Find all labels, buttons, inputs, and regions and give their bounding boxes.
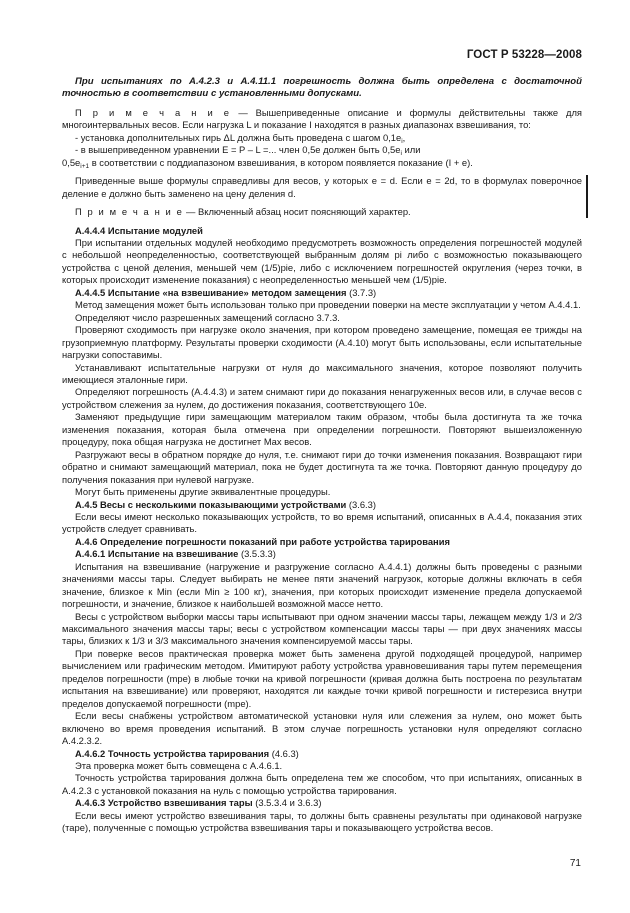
paragraph: Метод замещения может быть использован только при проведении поверки на месте эксплуатации у четом А.4.4.1. (75, 299, 581, 311)
intro-paragraph: При испытаниях по А.4.2.3 и А.4.11.1 погрешность должна быть определена с достаточной точностью в соответствии с установленными допусками. (62, 76, 582, 100)
note-1-item-3 (62, 157, 582, 169)
paragraph: Разгружают весы в обратном порядке до нуля, т.е. снимают гири до точки изменения показания. Возвращают гири обратно и снимают замещающий материал, пока не будет достигнута та же точка. Повторяют данную процедуру до получения показания при нулевой нагрузке. (62, 448, 582, 485)
section-title-a445 (62, 287, 582, 299)
subscript: i (400, 150, 402, 158)
paragraph: Если весы имеют несколько показывающих устройств, то во время испытаний, описанных в А.4.4, показания этих устройств следует сравнивать. (62, 510, 582, 535)
paragraph: Устанавливают испытательные нагрузки от нуля до максимального значения, которое позволяют получить имеющиеся эталонные гири. (62, 361, 582, 385)
paragraph: Если весы имеют устройство взвешивания тары, то должны быть сравнены результаты при одинаковой нагрузке (таре), полученные с помощью устройства взвешивания тары и показывающего устройства весов. (62, 809, 582, 834)
note-2 (62, 206, 582, 218)
section-ref: (4.6.3) (269, 747, 299, 759)
note-item-text: 0,5e (62, 156, 81, 168)
paragraph: Определяют число разрешенных замещений согласно 3.7.3. (75, 311, 340, 323)
paragraph: При поверке весов практическая проверка может быть заменена другой подходящей процедурой, например вычислением или графическим методом. Имитируют работу устройства уравновешивания тары путем перемещения пределов погрешности (mpe) в любые точки на кривой погрешности (кривая должна быть построена по результатам испытания на взвешивание) или проверяют, находятся ли каждые точки кривой погрешности и гистерезиса внутри пределов допускаемой погрешности (mpe). (62, 647, 582, 709)
section-title-a45 (62, 499, 582, 511)
paragraph: Точность устройства тарирования должна быть определена тем же способом, что при испытаниях, описанных в А.4.2.3 с установкой показания на нуль с помощью устройства тарирования. (62, 772, 582, 796)
page-header: ГОСТ Р 53228—2008 (466, 49, 582, 61)
paragraph: Эта проверка может быть совмещена с А.4.6.1. (75, 760, 283, 772)
section-title-a461 (62, 548, 582, 560)
note-item-text: - в вышеприведенном уравнении E = P – L =... член 0,5e должен быть 0,5e (75, 144, 401, 156)
section-title-a444: А.4.4.4 Испытание модулей (75, 224, 203, 236)
revision-bar (586, 175, 588, 218)
paragraph: Если весы снабжены устройством автоматической установки нуля или слежения за нулем, оно может быть включено во время проведения испытаний. В этом случае погрешность установки нуля определяют согласно А.4.2.3.2. (62, 710, 582, 747)
page-body (62, 76, 582, 835)
note-1-item-1 (62, 132, 582, 144)
note-item-text: - установка дополнительных гирь ΔL должна быть проведена с шагом 0,1e (75, 131, 402, 143)
section-title-text: А.4.6.3 Устройство взвешивания тары (75, 797, 253, 809)
section-ref: (3.7.3) (346, 286, 377, 298)
note-1-item-2 (62, 144, 582, 156)
subscript: i+1 (80, 162, 90, 170)
note-item-text: , (402, 131, 406, 143)
section-title-text: А.4.5 Весы с несколькими показывающими устройствами (75, 498, 347, 510)
paragraph: Весы с устройством выборки массы тары испытывают при одном значении массы тары, лежащем между 1/3 и 2/3 максимального значения массы тары; весы с устройством компенсации массы тары — при двух значениях массы тары, близких к 1/3 и 3/3 максимального значения компенсируемой массы тары. (62, 610, 582, 647)
note-1 (62, 107, 582, 132)
section-title-a46: А.4.6 Определение погрешности показаний при работе устройства тарирования (75, 535, 450, 547)
section-title-text: А.4.6.2 Точность устройства тарирования (75, 747, 270, 759)
note-item-text: или (401, 144, 421, 156)
formulas-paragraph: Приведенные выше формулы справедливы для весов, у которых e = d. Если e = 2d, то в формулах поверочное деление e должно быть заменено на цену деления d. (62, 175, 582, 199)
subscript: i (401, 137, 403, 145)
section-title-text: А.4.6.1 Испытание на взвешивание (75, 548, 239, 560)
note-label: П р и м е ч а н и е (75, 206, 184, 218)
note-label: П р и м е ч а н и е (75, 106, 231, 118)
page-number: 71 (569, 858, 581, 869)
section-ref: (3.5.3.3) (238, 548, 276, 560)
section-ref: (3.5.3.4 и 3.6.3) (252, 797, 322, 809)
section-title-text: А.4.4.5 Испытание «на взвешивание» методом замещения (75, 286, 347, 298)
paragraph: Испытания на взвешивание (нагружение и разгружение согласно А.4.4.1) должны быть проведены с разными значениями массы тары. Следует выбирать не менее пяти значений нагрузок, которые должны включать в себя значение, близкое к Min (если Min ≥ 100 кг), значения, при которых происходит изменение предела допускаемой погрешности, и значение, близкое к наибольшей возможной массе нетто. (62, 560, 582, 610)
paragraph: Определяют погрешность (А.4.4.3) и затем снимают гири до показания ненагруженных весов или, в случае весов с устройством слежения за нулем, до достижения показания, соответствующего 10e. (62, 386, 582, 410)
paragraph: Заменяют предыдущие гири замещающим материалом таким образом, чтобы была достигнута та же точка изменения показания, которая была отмечена при определении погрешности. Повторяют вышеизложенную процедуру, пока общая нагрузка не достигнет Max весов. (62, 411, 582, 448)
section-title-a463 (62, 797, 582, 809)
note-text: — Вышеприведенные описание и формулы действительны также для многоинтервальных весов. Если нагрузка L и показание I находятся в разных диапазонах взвешивания, то: (62, 106, 582, 131)
note-text: — Включенный абзац носит поясняющий характер. (183, 206, 411, 218)
section-text-a444: При испытании отдельных модулей необходимо предусмотреть возможность определения погрешностей модулей с небольшой неопределенностью, соответствующей выбранным долям pi либо с возможностью показывающего устройства с ценой деления, меньшей чем (1/5)piе, либо с исключением погрешностей округления (через точки, в которых происходит изменение показания) с неопределенностью меньшей чем (1/5)piе. (62, 236, 582, 286)
paragraph: Проверяют сходимость при нагрузке около значения, при котором проведено замещение, помещая ее трижды на грузоприемную платформу. Результаты проверки сходимости (А.4.10) могут быть использованы, если испытательные нагрузки сопоставимы. (62, 324, 582, 361)
section-ref: (3.6.3) (346, 498, 376, 510)
note-item-text: в соответствии с поддиапазоном взвешивания, в котором появляется показание (I + e). (89, 156, 473, 168)
section-title-a462 (62, 748, 582, 760)
paragraph: Могут быть применены другие эквивалентные процедуры. (75, 486, 331, 498)
